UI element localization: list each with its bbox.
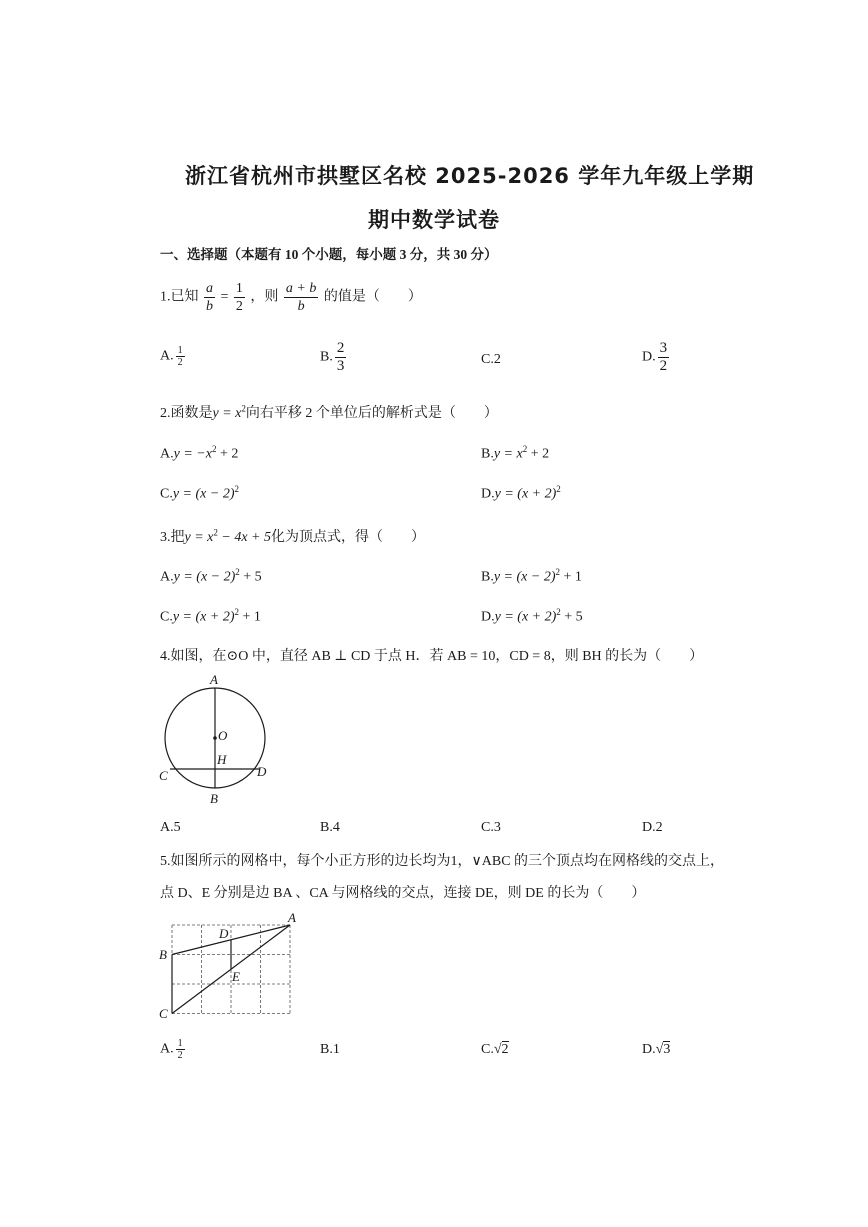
sqrt-icon: √ — [655, 1042, 664, 1057]
q5-option-c[interactable]: C.√2 — [481, 1042, 509, 1057]
q1-fraction-one-half: $\frac{1}{2}$ — [235, 281, 243, 314]
label-e: E — [232, 969, 240, 984]
label-h: H — [217, 752, 227, 767]
q2-option-c[interactable]: $C.y = (x - 2)^2$ — [160, 484, 239, 502]
section-header: 一、选择题（本题有 10 个小题，每小题 3 分，共 30 分） — [160, 247, 498, 262]
q4-circle-diagram — [155, 672, 280, 812]
question-2-stem: 2.函数是$y = x^2$向右平移 2 个单位后的解析式是（ ） — [160, 403, 498, 421]
question-5-stem-line-2: 点 D、E 分别是边 BA 、CA 与网格线的交点，连接 DE，则 DE 的长为（ ） — [160, 886, 646, 901]
q1-fraction-sum-over-b: $\frac{a + b}{b}$ — [285, 281, 317, 314]
q1-option-d[interactable]: D. $\frac{3}{2}$ — [642, 340, 668, 374]
label-d: D — [219, 926, 229, 941]
q1-mid: ，则 — [250, 289, 279, 305]
question-3-stem: 3.把$y = x^2 - 4x + 5$化为顶点式，得（ ） — [160, 527, 425, 545]
q1-fraction-a-over-b: $\frac{a}{b}$ — [206, 281, 213, 314]
q3-option-b[interactable]: $B.y = (x - 2)^2 + 1$ — [481, 567, 582, 585]
question-1-stem — [160, 280, 422, 315]
q1-option-b[interactable]: B. $\frac{2}{3}$ — [320, 340, 345, 374]
q5-grid-diagram — [155, 908, 305, 1023]
q1-optB-fraction: $\frac{2}{3}$ — [336, 340, 345, 374]
q2-option-b[interactable]: $B.y = x^2 + 2$ — [481, 444, 550, 462]
label-b: B — [159, 947, 167, 962]
q4-option-b[interactable]: B.4 — [320, 820, 340, 835]
title-line-1: 浙江省杭州市拱墅区名校 2025-2026 学年九年级上学期 — [185, 164, 755, 188]
question-4-stem: 4.如图，在⊙O 中，直径 AB ⊥ CD 于点 H．若 AB = 10，CD = 8，则 BH 的长为（ ） — [160, 649, 704, 664]
q5-option-b[interactable]: B.1 — [320, 1042, 340, 1057]
q2-option-a[interactable]: $A.y = -x^2 + 2$ — [160, 444, 239, 462]
label-b: B — [210, 791, 218, 806]
label-c: C — [159, 768, 168, 783]
label-c: C — [159, 1006, 168, 1021]
q3-option-a[interactable]: $A.y = (x - 2)^2 + 5$ — [160, 567, 262, 585]
label-a: A — [210, 672, 218, 687]
q1-suffix: 的值是（ ） — [323, 289, 422, 305]
q5-option-a[interactable]: A. $\frac{1}{2}$ — [160, 1038, 183, 1061]
q4-option-c[interactable]: C.3 — [481, 820, 501, 835]
label-o: O — [218, 728, 228, 743]
q3-option-c[interactable]: $C.y = (x + 2)^2 + 1$ — [160, 607, 261, 625]
q4-option-a[interactable]: A.5 — [160, 820, 181, 835]
q5-optA-fraction: $\frac{1}{2}$ — [177, 1038, 183, 1061]
q1-optD-fraction: $\frac{3}{2}$ — [659, 340, 668, 374]
q5-option-d[interactable]: D.√3 — [642, 1042, 671, 1057]
center-point — [213, 736, 217, 740]
q4-option-d[interactable]: D.2 — [642, 820, 663, 835]
question-5-stem-line-1: 5.如图所示的网格中，每个小正方形的边长均为1，∨ABC 的三个顶点均在网格线的交点上， — [160, 854, 725, 869]
title-line-2: 期中数学试卷 — [368, 208, 500, 232]
q1-optA-fraction: $\frac{1}{2}$ — [177, 345, 183, 368]
label-d: D — [257, 764, 267, 779]
sqrt-icon: √ — [493, 1042, 502, 1057]
q1-option-a[interactable]: A. $\frac{1}{2}$ — [160, 345, 183, 368]
q2-option-d[interactable]: $D.y = (x + 2)^2$ — [481, 484, 561, 502]
q1-prefix: 1.已知 — [160, 289, 199, 305]
q3-option-d[interactable]: $D.y = (x + 2)^2 + 5$ — [481, 607, 583, 625]
label-a: A — [288, 910, 296, 925]
q1-equals: = — [220, 289, 229, 305]
q1-option-c[interactable]: C.2 — [481, 352, 501, 367]
